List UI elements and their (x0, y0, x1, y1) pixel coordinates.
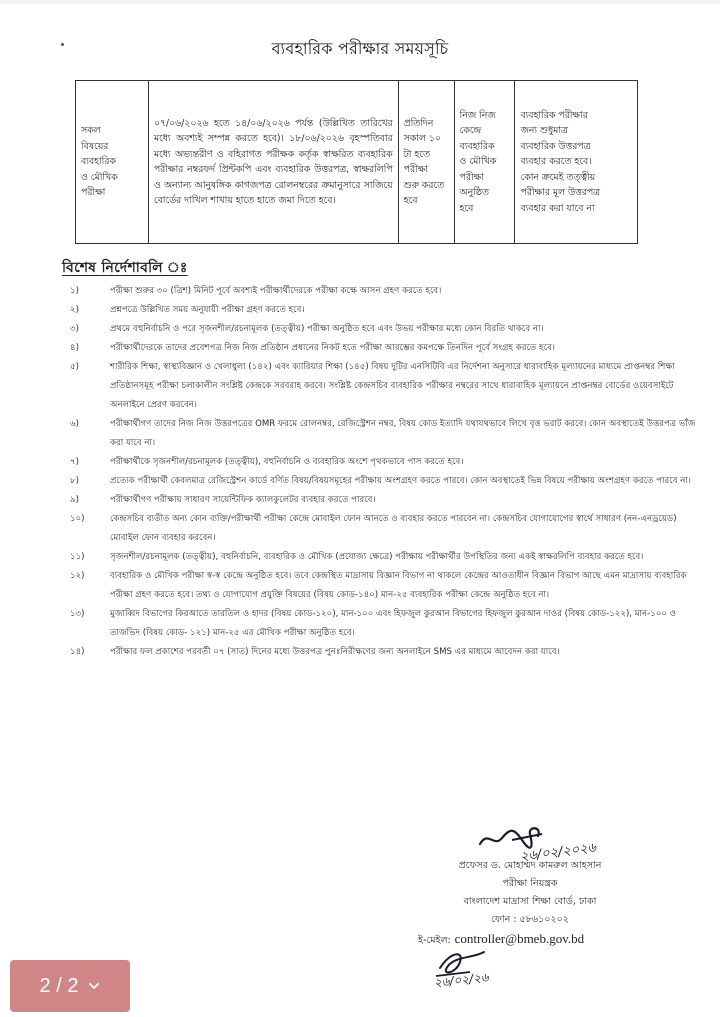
email-label: ই-মেইল: (418, 935, 451, 946)
venue-cell (454, 81, 515, 244)
cell-line: বিষয়ের (81, 140, 109, 152)
instruction-item (70, 415, 700, 453)
instruction-number: ১১) (70, 552, 85, 562)
instructions-list (70, 282, 700, 662)
instruction-item (70, 643, 700, 662)
instructions-heading: বিশেষ নির্দেশাবলি ঃ (62, 260, 188, 276)
signatory-block (430, 857, 630, 929)
instruction-text: পরীক্ষার ফল প্রকাশের পরবর্তী ০৭ (সাত) দিনের মধ্যে উত্তরপত্র পুনঃনিরীক্ষণের জন্য অনলাইনে SMS এর মাধ্যমে আবেদন করা যাবে। (110, 647, 560, 657)
instruction-text: প্রশ্নপত্রে উল্লিখিত সময় অনুযায়ী পরীক্ষা গ্রহণ করতে হবে। (110, 305, 305, 315)
instruction-text: ব্যবহারিক ও মৌখিক পরীক্ষা স্ব-স্ব কেন্দ্রে অনুষ্ঠিত হবে। তবে কেন্দ্রস্থিত মাদ্রাসায় বিজ্ঞান বিভাগ না থাকলে কেন্দ্রের আওতাধীন বিজ্ঞান বিভাগ আছে এমন মাদ্রাসায় ব্যবহারিক পরীক্ষা গ্রহণ করতে হবে। তথ্য ও যোগাযোগ প্রযুক্তি বিষয়ের (বিষয় কোড-১৪০) মান-২৫ ব্যবহারিক পরীক্ষা কেন্দ্রে অনুষ্ঠিত হবে না। (110, 571, 687, 600)
instruction-text: প্রথমে বহুনির্বাচনি ও পরে সৃজনশীল/রচনামূলক (তত্ত্বীয়) পরীক্ষা অনুষ্ঠিত হবে এবং উভয় পরীক্ষার মধ্যে কোন বিরতি থাকবে না। (110, 324, 544, 334)
initial-date: ২৬/০২/২৬ (433, 970, 490, 990)
cell-line: জন্য শুধুমাত্র (520, 125, 568, 137)
instruction-number: ৩) (70, 324, 79, 334)
signatory-designation: পরীক্ষা নিয়ন্ত্রক (502, 878, 558, 889)
instruction-item (70, 472, 700, 491)
instruction-text: শারীরিক শিক্ষা, স্বাস্থ্যবিজ্ঞান ও খেলাধুলা (১৪২) এবং ক্যারিয়ার শিক্ষা (১৪৫) বিষয় দুটির এনসিটিবি এর নির্দেশনা অনুসারে ধারাবাহিক মূল্যায়নের মাধ্যমে প্রাপ্তনম্বর শিক্ষা প্রতিষ্ঠানসমূহ পরীক্ষা চলাকালীন সংশ্লিষ্ট কেন্দ্রকে সরবরাহ করবে। সংশ্লিষ্ট কেন্দ্রসচিব ব্যবহারিক পরীক্ষার নম্বরের সাথে ধারাবাহিক মূল্যায়নে প্রাপ্তনম্বর বোর্ডের ওয়েবসাইটে অনলাইনে প্রেরণ করবেন। (110, 362, 675, 410)
instruction-number: ১৪) (70, 647, 85, 657)
instruction-item (70, 358, 700, 415)
instruction-item (70, 548, 700, 567)
cell-line: হবে (403, 195, 418, 206)
cell-line: পরীক্ষা (459, 171, 484, 183)
instruction-number: ৮) (70, 476, 79, 486)
cell-line: পরীক্ষা (403, 164, 428, 175)
signature-date: ২৬/০২/২০২৬ (519, 840, 597, 865)
cell-line: সকাল ১০ (403, 133, 441, 144)
date-details-cell: ০৭/০৬/২০২৬ হতে ১৪/০৬/২০২৬ পর্যন্ত (উল্লিখিত তারিখের মধ্যে অবশ্যই সম্পন্ন করতে হবে)। ১৮/০৬/২০২৬ বৃহস্পতিবার মধ্যে অভ্যন্তরীণ ও বহিরাগত পরীক্ষক কর্তৃক স্বাক্ষরিত ব্যবহারিক পরীক্ষার নম্বরফর্দ প্রিন্টকপি এবং ব্যবহারিক উত্তরপত্র, স্বাক্ষরলিপি ও অন্যান্য আনুষঙ্গিক কাগজপত্র রোলনম্বরের ক্রমানুসারে সাজিয়ে বোর্ডের দাখিল শাখায় হাতে হাতে জমা দিতে হবে। (148, 81, 398, 244)
cell-line: পরীক্ষার মূল উত্তরপত্র (520, 187, 601, 199)
instruction-number: ৭) (70, 457, 79, 467)
instruction-item (70, 510, 700, 548)
cell-line: ব্যবহারিক পরীক্ষার (520, 109, 588, 121)
instruction-item (70, 567, 700, 605)
instruction-text: পরীক্ষা শুরুর ৩০ (ত্রিশ) মিনিট পূর্বে অবশ্যই পরীক্ষার্থীদেরকে পরীক্ষা কক্ষে আসন গ্রহণ করতে হবে। (110, 286, 442, 296)
cell-line: অনুষ্ঠিত (459, 187, 489, 199)
instruction-text: সৃজনশীল/রচনামূলক (তত্ত্বীয়), বহুনির্বাচনি, ব্যবহারিক ও মৌখিক (প্রযোজ্য ক্ষেত্রে) পরীক্ষায় পরীক্ষার্থীর উপস্থিতির জন্য একই স্বাক্ষরলিপি ব্যবহার করতে হবে। (110, 552, 644, 562)
instruction-number: ৪) (70, 343, 79, 353)
instruction-item (70, 282, 700, 301)
instruction-text: পরীক্ষার্থীগণ পরীক্ষায় সাধারণ সায়েন্টিফিক ক্যালকুলেটর ব্যবহার করতে পারবে। (110, 495, 376, 505)
instruction-number: ২) (70, 305, 79, 315)
time-cell (398, 81, 454, 244)
cell-line: পরীক্ষা (81, 187, 106, 199)
signatory-organization: বাংলাদেশ মাদ্রাসা শিক্ষা বোর্ড, ঢাকা (463, 896, 597, 907)
cell-line: প্রতিদিন (403, 117, 434, 129)
cell-line: ব্যবহারিক (459, 140, 495, 152)
cell-line: ব্যবহার করা যাবে না (520, 202, 595, 214)
instruction-text: প্রত্যেক পরীক্ষার্থী কেবলমাত্র রেজিস্ট্রেশন কার্ডে বর্ণিত বিষয়/বিষয়সমূহের পরীক্ষায় অংশগ্রহণ করতে পারবে। কোন অবস্থাতেই ভিন্ন বিষয়ে পরীক্ষায় অংশগ্রহণ করতে পারবে না। (110, 476, 691, 486)
instruction-text: মুজাব্বিদ বিভাগের কিরআতে তারতিল ও হাদর (বিষয় কোড-১২০), মান-১০০ এবং হিফজুল কুরআন বিভাগের হিফজুল কুরআন দাওর (বিষয় কোড-১২২), মান-১০০ ও তাজভিদ (বিষয় কোড- ১২১) মান-২৫ এর মৌখিক পরীক্ষা অনুষ্ঠিত হবে। (110, 609, 677, 638)
instruction-text: পরীক্ষার্থীগণ তাদের নিজ নিজ উত্তরপত্রের OMR ফরমে রোলনম্বর, রেজিস্ট্রেশন নম্বর, বিষয় কোড ইত্যাদি যথাযথভাবে লিখে বৃত্ত ভরাট করবে। কোন অবস্থাতেই উত্তরপত্র ভাঁজ করা যাবে না। (110, 419, 696, 448)
instruction-number: ৫) (70, 362, 79, 372)
instruction-item (70, 301, 700, 320)
instruction-number: ৬) (70, 419, 79, 429)
instruction-number: ১০) (70, 514, 85, 524)
instruction-number: ১) (70, 286, 79, 296)
cell-line: হবে (459, 202, 474, 214)
schedule-table (75, 80, 638, 244)
instruction-item (70, 453, 700, 472)
note-cell (515, 81, 638, 244)
instruction-text: পরীক্ষার্থীদেরকে তাদের প্রবেশপত্র নিজ নিজ প্রতিষ্ঠান প্রধানের নিকট হতে পরীক্ষা আরম্ভের কমপক্ষে তিনদিন পূর্বে সংগ্রহ করতে হবে। (110, 343, 555, 353)
cell-line: ও মৌখিক (459, 156, 497, 168)
cell-line: সকল (81, 125, 101, 137)
table-row (76, 81, 638, 244)
instruction-text: কেন্দ্রসচিব ব্যতীত অন্য কোন ব্যক্তি/পরীক্ষার্থী পরীক্ষা কেন্দ্রে মোবাইল ফোন আনতে ও ব্যবহার করতে পারবেন না। কেন্দ্রসচিব যোগাযোগের স্বার্থে সাধারণ (নন-এনড্রয়েড) মোবাইল ফোন ব্যবহার করবেন। (110, 514, 677, 543)
instruction-item (70, 605, 700, 643)
page-indicator-button[interactable] (10, 960, 130, 1012)
instruction-number: ১৩) (70, 609, 85, 619)
instruction-text: পরীক্ষার্থীকে সৃজনশীল/রচনামূলক (তত্ত্বীয়), বহুনির্বাচনি ও ব্যবহারিক অংশে পৃথকভাবে পাস করতে হবে। (110, 457, 464, 467)
cell-line: টা হতে (403, 148, 430, 160)
chevron-down-icon (88, 980, 100, 992)
cell-line: কেন্দ্রে (459, 125, 482, 137)
cell-line: নিজ নিজ (459, 109, 496, 121)
cell-line: কোন ক্রমেই তত্ত্বীয় (520, 171, 596, 183)
cell-line: শুরু করতে (403, 179, 445, 191)
instruction-item (70, 339, 700, 358)
cell-line: ও মৌখিক (81, 171, 118, 183)
instruction-item (70, 320, 700, 339)
viewer-top-edge (0, 0, 720, 4)
instruction-item (70, 491, 700, 510)
instruction-number: ৯) (70, 495, 79, 505)
cell-line: ব্যবহার করতে হবে। (520, 156, 592, 168)
cell-line: ব্যবহারিক উত্তরপত্র (520, 140, 591, 152)
subject-cell (76, 81, 149, 244)
signatory-name: প্রফেসর ড. মোহাম্মদ কামরুল আহসান (458, 860, 602, 871)
signatory-phone: ফোন : ৫৮৬১০২০২ (491, 914, 569, 925)
instruction-number: ১২) (70, 571, 85, 581)
cell-line: ব্যবহারিক (81, 156, 116, 168)
document-title: ব্যবহারিক পরীক্ষার সময়সূচি (271, 39, 449, 58)
page-indicator-text: 2 / 2 (39, 974, 79, 997)
email-link[interactable]: controller@bmeb.gov.bd (454, 931, 585, 946)
